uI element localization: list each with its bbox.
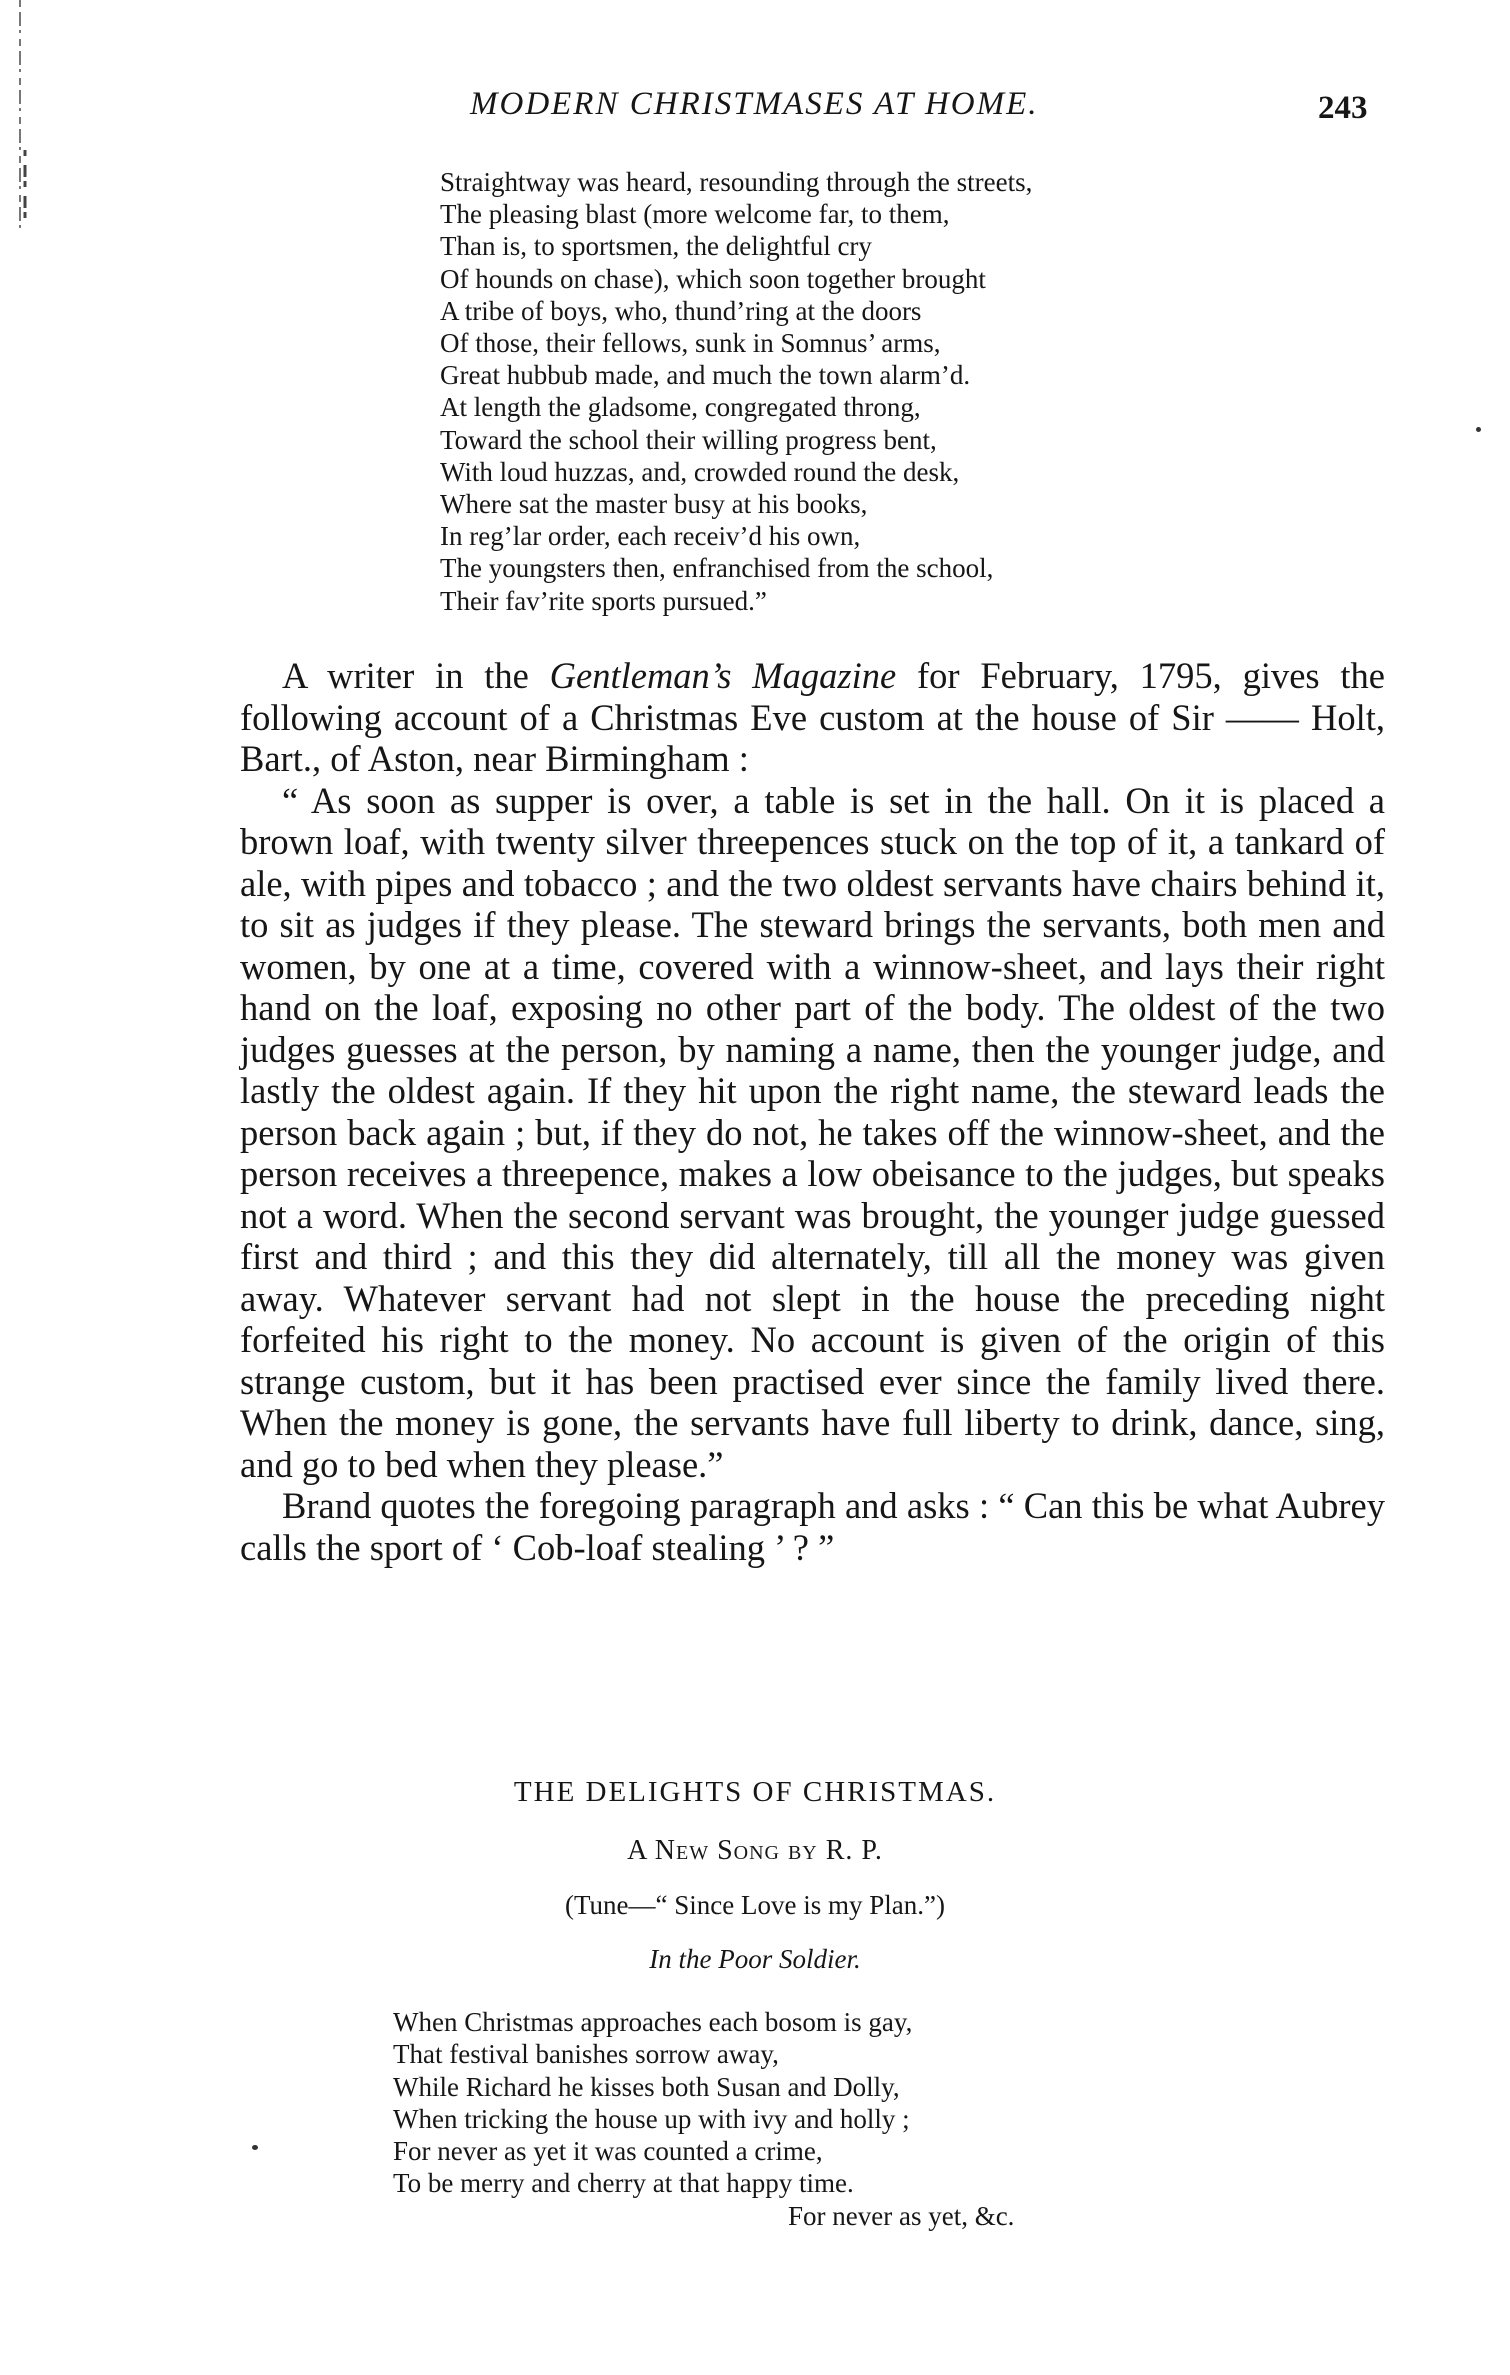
verse-line: With loud huzzas, and, crowded round the desk,: [440, 456, 960, 487]
song-tune: (Tune—“ Since Love is my Plan.”): [565, 1890, 945, 1920]
verse-line: The pleasing blast (more welcome far, to them,: [440, 199, 950, 230]
song-refrain: For never as yet, &c.: [788, 2200, 1015, 2231]
verse-line: Great hubbub made, and much the town alarm’d.: [440, 360, 971, 391]
paragraph-gentlemans-magazine: [240, 655, 1385, 780]
song-line: That festival banishes sorrow away,: [393, 2039, 779, 2070]
verse-line: Straightway was heard, resounding through the streets,: [440, 167, 1033, 197]
verse-line: Than is, to sportsmen, the delightful cry: [440, 231, 872, 262]
body-text: [240, 655, 1385, 1568]
verse-line: Toward the school their willing progress bent,: [440, 424, 937, 455]
song-line: When tricking the house up with ivy and holly ;: [393, 2103, 910, 2134]
page-number: 243: [1318, 90, 1368, 126]
verse-line: At length the gladsome, congregated throng,: [440, 392, 921, 423]
scan-speck: [252, 2145, 258, 2150]
paragraph-text: A writer in the: [282, 655, 550, 696]
running-title: MODERN CHRISTMASES AT HOME.: [470, 86, 1039, 122]
paragraph-quoted-account: “ As soon as supper is over, a table is set in the hall. On it is placed a brown loaf, with twenty silver threepences stuck on the top of it, a tankard of ale, with pipes and tobacco ; and the two oldest servants have chairs behind it, to sit as judges if they please. The steward brings the servants, both men and women, by one at a time, covered with a winnow-sheet, and lays their right hand on the loaf, exposing no other part of the body. The oldest of the two judges guesses at the person, by naming a name, then the younger judge, and lastly the oldest again. If they hit upon the right name, the steward leads the person back again ; but, if they do not, he takes off the winnow-sheet, and the person receives a threepence, makes a low obeisance to the judges, but speaks not a word. When the second servant was brought, the younger judge guessed first and third ; and this they did alternately, till all the money was given away. Whatever servant had not slept in the house the preceding night forfeited his right to the money. No account is given of the origin of this strange custom, but it has been practised ever since the family lived there. When the money is gone, the servants have full liberty to drink, dance, sing, and go to bed when they please.”: [240, 779, 1385, 1485]
verse-line: The youngsters then, enfranchised from the school,: [440, 553, 994, 584]
page-header: [0, 86, 1510, 146]
verse-line: Of hounds on chase), which soon together brought: [440, 263, 986, 294]
song-tune-source: In the Poor Soldier.: [649, 1944, 861, 1974]
verse-line: Where sat the master busy at his books,: [440, 489, 868, 520]
song-verse: [393, 2006, 1193, 2232]
song-line: To be merry and cherry at that happy time.: [393, 2168, 854, 2199]
song-line: While Richard he kisses both Susan and Dolly,: [393, 2071, 900, 2102]
scan-speck: [1476, 427, 1481, 432]
verse-quotation: [440, 166, 1320, 617]
verse-line: Of those, their fellows, sunk in Somnus’ arms,: [440, 328, 941, 359]
verse-line: In reg’lar order, each receiv’d his own,: [440, 521, 861, 552]
paragraph-brand-quote: Brand quotes the foregoing paragraph and asks : “ Can this be what Aubrey calls the sport of ‘ Cob-loaf stealing ’ ? ”: [240, 1485, 1385, 1568]
song-title: THE DELIGHTS OF CHRISTMAS.: [513, 1776, 997, 1808]
magazine-title: Gentleman’s Magazine: [549, 655, 897, 696]
verse-line: Their fav’rite sports pursued.”: [440, 585, 767, 616]
song-line: For never as yet it was counted a crime,: [393, 2136, 823, 2167]
song-line: When Christmas approaches each bosom is gay,: [393, 2007, 913, 2037]
song-subtitle: A New Song by R. P.: [627, 1835, 883, 1866]
verse-line: A tribe of boys, who, thund’ring at the doors: [440, 295, 922, 326]
paragraph-text: for February, 1795, gives the following account of a Christmas Eve custom at the house of Sir —— Holt, Bart., of Aston, near Birmingham :: [240, 655, 1385, 779]
